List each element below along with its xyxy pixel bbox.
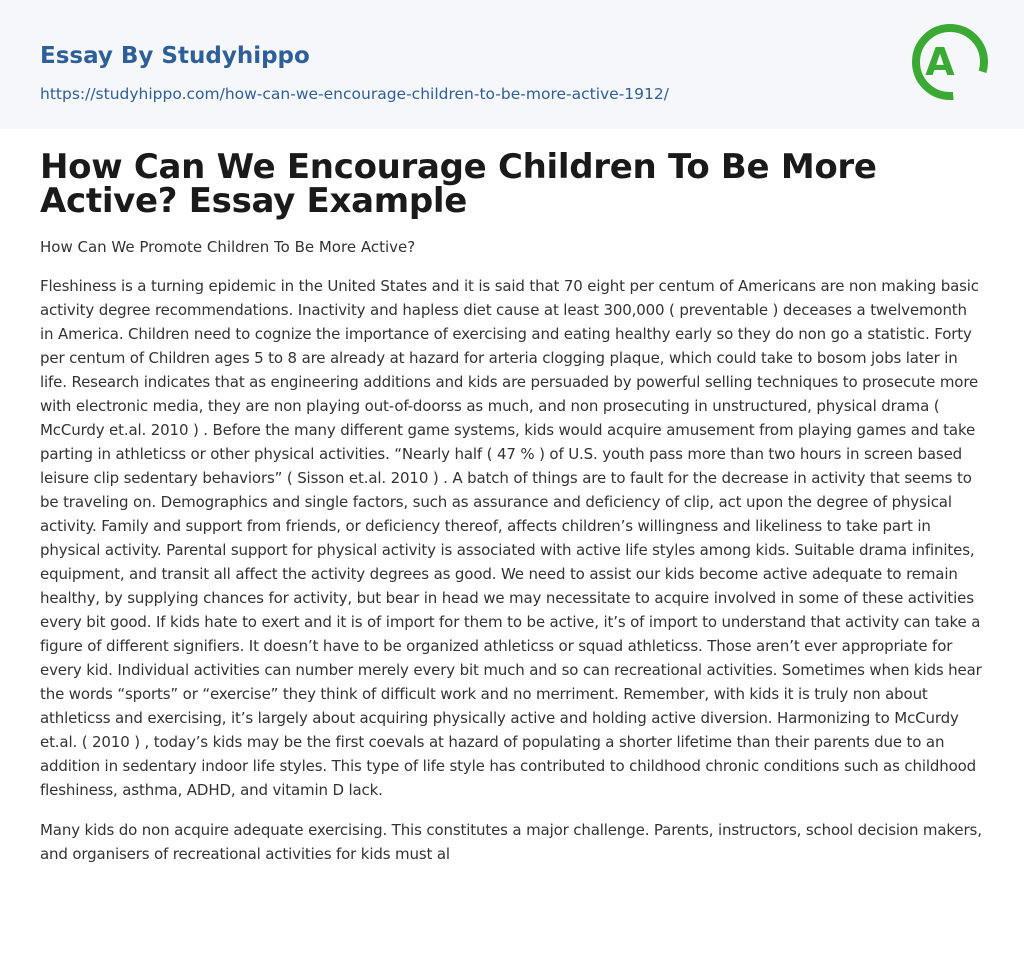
site-header (0, 0, 1024, 129)
page-title: How Can We Encourage Children To Be More Active? Essay Example (40, 147, 877, 221)
source-url-link[interactable]: https://studyhippo.com/how-can-we-encourage-children-to-be-more-active-1912/ (40, 85, 669, 103)
article-paragraph-1: Fleshiness is a turning epidemic in the United States and it is said that 70 eight per centum of Americans are non making basic activity degree recommendations. Inactivity and hapless diet cause at least 300,000 ( preventable ) deceases a twelvemonth in America. Children need to cognize the importance of exercising and eating healthy early so they do non go a statistic. Forty per centum of Children ages 5 to 8 are already at hazard for arteria clogging plaque, which could take to bosom jobs later in life. Research indicates that as engineering additions and kids are persuaded by powerful selling techniques to prosecute more with electronic media, they are non playing out-of-doorss as much, and non prosecuting in unstructured, physical drama ( McCurdy et.al. 2010 ) . Before the many different game systems, kids would acquire amusement from playing games and take parting in athleticss or other physical activities. “Nearly half ( 47 % ) of U.S. youth pass more than two hours in screen based leisure clip sedentary behaviors” ( Sisson et.al. 2010 ) . A batch of things are to fault for the decrease in activity that seems to be traveling on. Demographics and single factors, such as assurance and deficiency of clip, act upon the degree of physical activity. Family and support from friends, or deficiency thereof, affects children’s willingness and likeliness to take part in physical activity. Parental support for physical activity is associated with active life styles among kids. Suitable drama infinites, equipment, and transit all affect the activity degrees as good. We need to assist our kids become active adequate to remain healthy, by supplying chances for activity, but bear in head we may necessitate to acquire involved in some of these activities every bit good. If kids hate to exert and it is of import for them to be active, it’s of import to understand that activity can take a figure of different signifiers. It doesn’t have to be organized athleticss or squad athleticss. Those aren’t ever appropriate for every kid. Individual activities can number merely every bit much and so can recreational activities. Sometimes when kids hear the words “sports” or “exercise” they think of difficult work and no merriment. Remember, with kids it is truly non about athleticss and exercising, it’s largely about acquiring physically active and holding active diversion. Harmonizing to McCurdy et.al. ( 2010 ) , today’s kids may be the first coevals at hazard of populating a shorter lifetime than their parents due to an addition in sedentary indoor life styles. This type of life style has contributed to childhood chronic conditions such as childhood fleshiness, asthma, ADHD, and vitamin D lack. (40, 277, 982, 799)
studyhippo-logo-icon[interactable] (912, 18, 988, 106)
article-paragraph-2: Many kids do non acquire adequate exercising. This constitutes a major challenge. Parents, instructors, school decision makers, and organisers of recreational activities for kids must al (40, 821, 982, 863)
logo-letter: A (925, 40, 955, 84)
article (0, 147, 1024, 866)
article-subtitle: How Can We Promote Children To Be More Active? (40, 238, 416, 256)
site-brand[interactable]: Essay By Studyhippo (40, 43, 310, 69)
